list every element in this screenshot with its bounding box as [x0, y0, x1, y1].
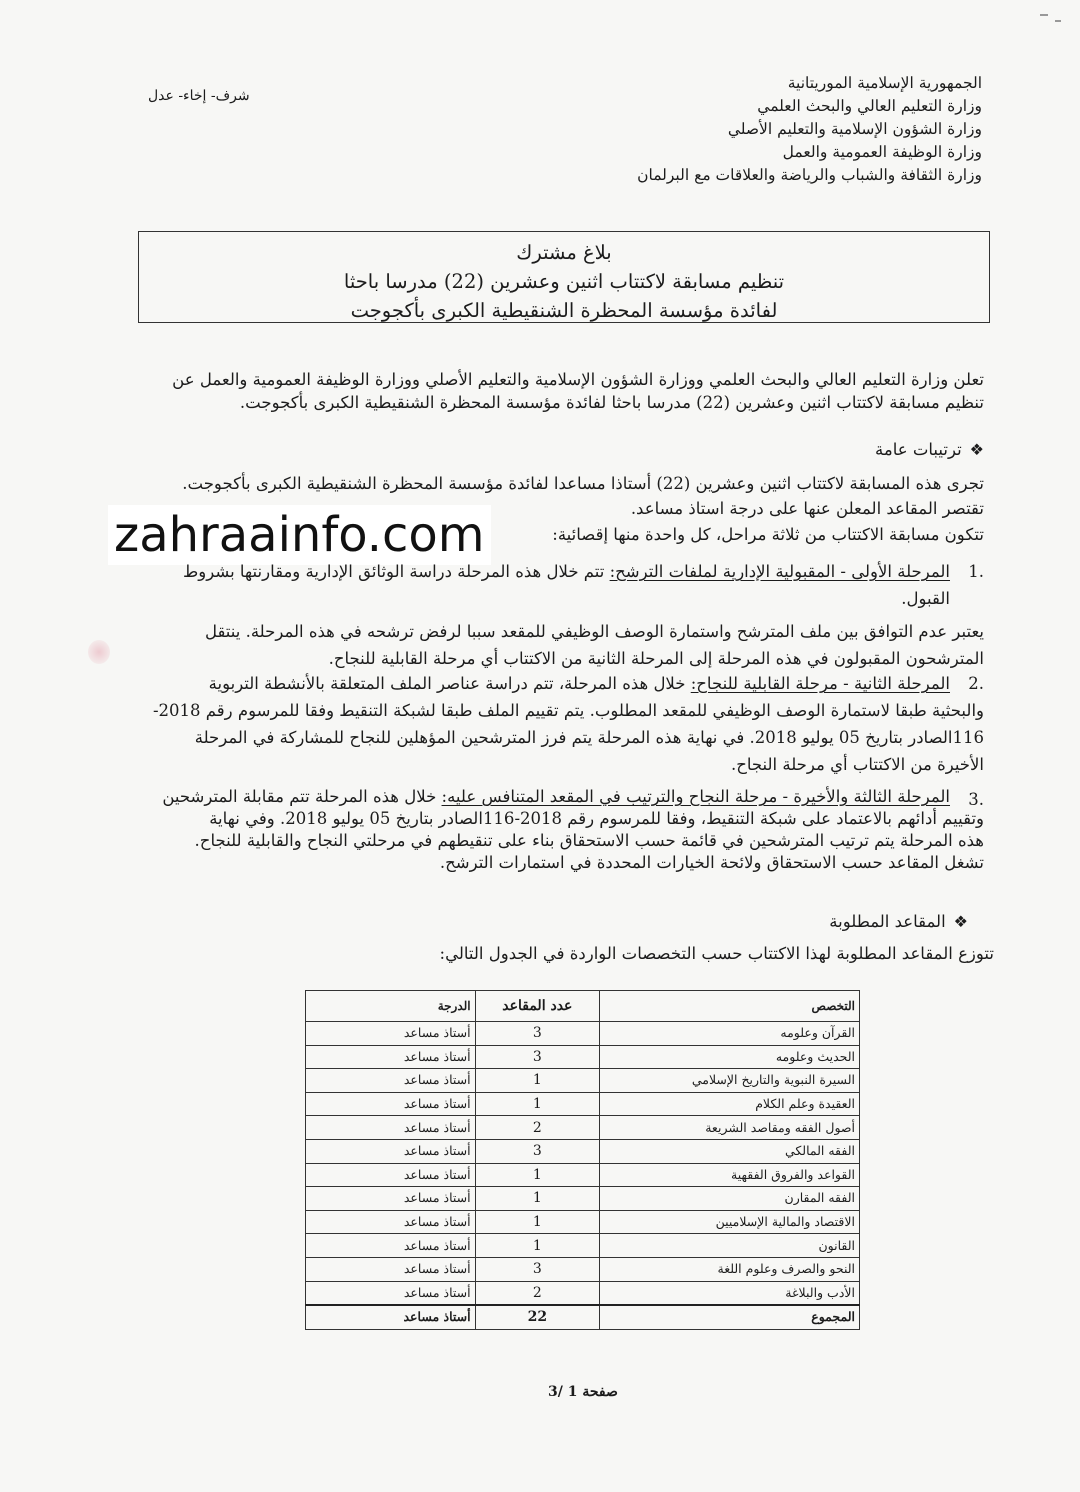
- cell-specialty: القانون: [600, 1234, 860, 1258]
- table-total-row: [306, 1305, 860, 1329]
- stage-number: 3.: [968, 790, 984, 809]
- scan-mark: [1040, 14, 1048, 16]
- cell-count: 3: [475, 1045, 599, 1069]
- header-line: الجمهورية الإسلامية الموريتانية: [787, 74, 982, 92]
- stage-line: وتقييم أدائهم بالاعتماد على شبكة التنقيط، وفقا للمرسوم رقم 2018-116الصادر بتاريخ 05 يوليو 2018. وفي نهاية: [209, 809, 984, 828]
- cell-count: 1: [475, 1187, 599, 1211]
- cell-specialty: الأدب والبلاغة: [600, 1281, 860, 1305]
- cell-count: 1: [475, 1069, 599, 1093]
- seats-section-heading: [829, 912, 968, 931]
- cell-grade: أستاذ مساعد: [306, 1092, 476, 1116]
- cell-grade: أستاذ مساعد: [306, 1139, 476, 1163]
- table-row: [306, 1045, 860, 1069]
- cell-count: 3: [475, 1257, 599, 1281]
- table-header-row: [306, 991, 860, 1022]
- cell-specialty: الفقه المقارن: [600, 1187, 860, 1211]
- cell-specialty: الاقتصاد والمالية الإسلاميين: [600, 1210, 860, 1234]
- table-row: [306, 1069, 860, 1093]
- table-row: [306, 1281, 860, 1305]
- column-header-count: عدد المقاعد: [475, 991, 599, 1022]
- cell-grade: أستاذ مساعد: [306, 1045, 476, 1069]
- stage-title: المرحلة الأولى - المقبولية الإدارية لملفات الترشح:: [609, 562, 950, 581]
- cell-grade: أستاذ مساعد: [306, 1281, 476, 1305]
- header-line: وزارة الوظيفة العمومية والعمل: [782, 143, 982, 161]
- cell-specialty: الحديث وعلومه: [600, 1045, 860, 1069]
- scan-mark: [1055, 20, 1061, 22]
- stage-title: المرحلة الثانية - مرحلة القابلية للنجاح:: [690, 674, 950, 693]
- cell-grade: أستاذ مساعد: [306, 1069, 476, 1093]
- intro-line: تعلن وزارة التعليم العالي والبحث العلمي ووزارة الشؤون الإسلامية والتعليم الأصلي ووزارة الوظيفة العمومية والعمل عن: [172, 370, 984, 389]
- general-line: تقتصر المقاعد المعلن عنها على درجة استاذ مساعد.: [630, 499, 984, 518]
- cell-grade: أستاذ مساعد: [306, 1163, 476, 1187]
- title-line: بلاغ مشترك: [516, 241, 612, 264]
- diamond-bullet-icon: ❖: [969, 439, 984, 459]
- cell-count: 2: [475, 1116, 599, 1140]
- cell-grade: أستاذ مساعد: [306, 1210, 476, 1234]
- header-line: وزارة التعليم العالي والبحث العلمي: [757, 97, 982, 115]
- stage-line: تشغل المقاعد حسب الاستحقاق ولائحة الخيارات المحددة في استمارات الترشح.: [439, 853, 984, 872]
- stage-line: 116الصادر بتاريخ 05 يوليو 2018. في نهاية هذه المرحلة يتم فرز المترشحين المؤهلين للنجاح للمشاركة في المرحلة: [194, 728, 984, 747]
- table-row: [306, 1163, 860, 1187]
- general-line: تجرى هذه المسابقة لاكتتاب اثنين وعشرين (22) أستاذا مساعدا لفائدة مؤسسة المحظرة الشنقيطية الكبرى بأكجوجت.: [182, 474, 984, 493]
- stage-item-1: [104, 558, 984, 672]
- intro-paragraph: [144, 368, 984, 414]
- cell-count: 3: [475, 1022, 599, 1046]
- stage-line: الأخيرة من الاكتتاب أي مرحلة النجاح.: [730, 755, 984, 774]
- header-line: وزارة الثقافة والشباب والرياضة والعلاقات مع البرلمان: [637, 166, 982, 184]
- cell-grade: أستاذ مساعد: [306, 1257, 476, 1281]
- cell-count: 1: [475, 1210, 599, 1234]
- table-row: [306, 1187, 860, 1211]
- header-line: وزارة الشؤون الإسلامية والتعليم الأصلي: [727, 120, 982, 138]
- national-motto: شرف- إخاء- عدل: [148, 88, 250, 104]
- cell-count: 1: [475, 1234, 599, 1258]
- title-line: لفائدة مؤسسة المحظرة الشنقيطية الكبرى بأكجوجت: [350, 299, 778, 322]
- cell-specialty: العقيدة وعلم الكلام: [600, 1092, 860, 1116]
- stage-title: المرحلة الثالثة والأخيرة - مرحلة النجاح والترتيب في المقعد المتنافس عليه:: [441, 787, 950, 806]
- cell-count: 1: [475, 1163, 599, 1187]
- cell-specialty: أصول الفقه ومقاصد الشريعة: [600, 1116, 860, 1140]
- cell-count: 3: [475, 1139, 599, 1163]
- stage-line: المرحلة الثانية - مرحلة القابلية للنجاح: خلال هذه المرحلة، تتم دراسة عناصر الملف المتعلقة بالأنشطة التربوية: [208, 674, 950, 693]
- table-row: [306, 1139, 860, 1163]
- table-row: [306, 1234, 860, 1258]
- cell-grade: أستاذ مساعد: [306, 1116, 476, 1140]
- cell-total-label: المجموع: [600, 1305, 860, 1329]
- seats-table: [305, 990, 860, 1330]
- table-row: [306, 1092, 860, 1116]
- cell-specialty: القرآن وعلومه: [600, 1022, 860, 1046]
- seats-table-body: [306, 1022, 860, 1330]
- stage-line: والبحثية طبقا لاستمارة الوصف الوظيفي للمقعد المطلوب. يتم تقييم الملف طبقا لشبكة التنقيط وفقا للمرسوم رقم 2018-: [152, 701, 984, 720]
- cell-total-grade: أستاذ مساعد: [306, 1305, 476, 1329]
- cell-grade: أستاذ مساعد: [306, 1022, 476, 1046]
- stage-item-2: [104, 670, 984, 778]
- intro-line: تنظيم مسابقة لاكتتاب اثنين وعشرين (22) مدرسا باحثا لفائدة مؤسسة المحظرة الشنقيطية الكبرى بأكجوجت.: [239, 393, 984, 412]
- section-heading-text: المقاعد المطلوبة: [829, 912, 946, 931]
- stage-number: 2.: [968, 674, 984, 693]
- stage-line: المترشحون المقبولون في هذه المرحلة إلى المرحلة الثانية من الاكتتاب أي مرحلة القابلية للنجاح.: [328, 649, 984, 668]
- general-line: تتكون مسابقة الاكتتاب من ثلاثة مراحل، كل واحدة منها إقصائية:: [552, 525, 984, 544]
- stage-line: يعتبر عدم التوافق بين ملف المترشح واستمارة الوصف الوظيفي للمقعد سببا لرفض ترشحه في هذه المرحلة. ينتقل: [204, 622, 984, 641]
- site-watermark: zahraainfo.com: [108, 505, 491, 565]
- section-heading-text: ترتيبات عامة: [875, 440, 962, 459]
- table-row: [306, 1210, 860, 1234]
- title-line: تنظيم مسابقة لاكتتاب اثنين وعشرين (22) مدرسا باحثا: [343, 270, 785, 293]
- ministries-header: [462, 72, 982, 187]
- column-header-specialty: التخصص: [600, 991, 860, 1022]
- table-row: [306, 1116, 860, 1140]
- cell-grade: أستاذ مساعد: [306, 1234, 476, 1258]
- cell-specialty: النحو والصرف وعلوم اللغة: [600, 1257, 860, 1281]
- announcement-title-box: [138, 231, 990, 323]
- cell-count: 1: [475, 1092, 599, 1116]
- stage-item-3: [104, 786, 984, 874]
- cell-specialty: القواعد والفروق الفقهية: [600, 1163, 860, 1187]
- stage-line: هذه المرحلة يتم ترتيب المترشحين في قائمة حسب الاستحقاق بناء على تنقيطهم في مرحلتي النجاح والقابلية للنجاح.: [194, 831, 984, 850]
- stage-line: القبول.: [901, 589, 950, 608]
- table-row: [306, 1257, 860, 1281]
- general-section-heading: [875, 440, 984, 459]
- cell-specialty: السيرة النبوية والتاريخ الإسلامي: [600, 1069, 860, 1093]
- stage-line: المرحلة الثالثة والأخيرة - مرحلة النجاح والترتيب في المقعد المتنافس عليه: خلال هذه المرحلة تتم مقابلة المترشحين: [162, 787, 950, 806]
- seats-intro: تتوزع المقاعد المطلوبة لهذا الاكتتاب حسب التخصصات الواردة في الجدول التالي:: [439, 944, 994, 963]
- column-header-grade: الدرجة: [306, 991, 476, 1022]
- stage-line: المرحلة الأولى - المقبولية الإدارية لملفات الترشح: تتم خلال هذه المرحلة دراسة الوثائق الإدارية ومقارنتها بشروط: [183, 562, 950, 581]
- cell-count: 2: [475, 1281, 599, 1305]
- stage-number: 1.: [968, 562, 984, 581]
- table-row: [306, 1022, 860, 1046]
- diamond-bullet-icon: ❖: [953, 911, 968, 931]
- cell-total-count: 22: [475, 1305, 599, 1329]
- page-number: صفحة 1 /3: [548, 1384, 618, 1400]
- cell-grade: أستاذ مساعد: [306, 1187, 476, 1211]
- cell-specialty: الفقه المالكي: [600, 1139, 860, 1163]
